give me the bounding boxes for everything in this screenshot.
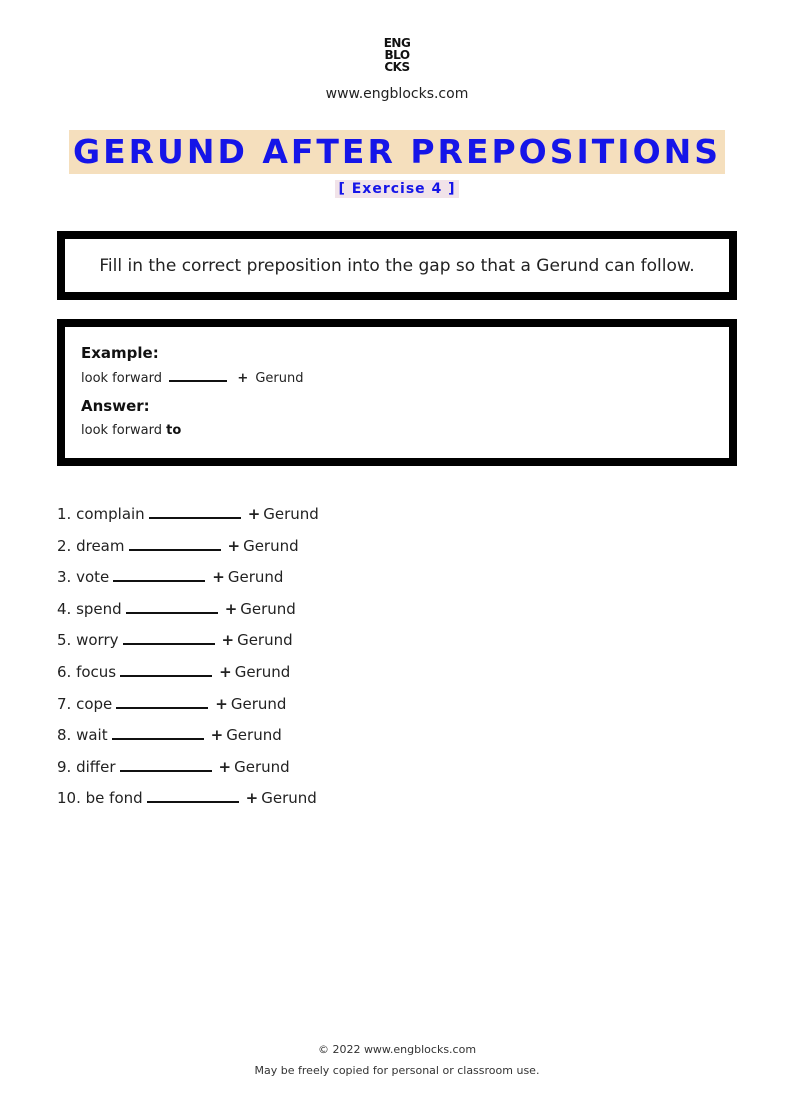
plus-sign: + — [212, 568, 225, 587]
plus-sign: + — [227, 536, 241, 555]
answer-blank[interactable] — [112, 726, 204, 740]
footer-license: May be freely copied for personal or classroom use. — [254, 1064, 540, 1077]
item-word: focus — [76, 662, 117, 681]
plus-sign: + — [245, 789, 259, 808]
answer-blank[interactable] — [113, 568, 205, 582]
example-line — [81, 370, 713, 387]
title-wrapper — [0, 130, 794, 174]
list-item — [57, 756, 319, 788]
site-url[interactable]: www.engblocks.com — [325, 86, 469, 102]
plus-sign: + — [247, 505, 261, 523]
answer-line — [81, 423, 713, 439]
plus-sign: + — [210, 726, 224, 745]
answer-word: to — [166, 423, 182, 438]
list-item — [57, 724, 319, 756]
logo-line-2: BLO — [384, 48, 410, 62]
gerund-label: Gerund — [230, 694, 287, 713]
item-word: differ — [76, 757, 116, 776]
instruction-box — [57, 231, 737, 300]
gerund-label: Gerund — [227, 568, 284, 587]
item-word: dream — [76, 536, 125, 555]
gerund-label: Gerund — [240, 599, 296, 618]
item-number: 2. — [57, 536, 72, 555]
item-number: 9. — [57, 757, 72, 776]
answer-label: Answer: — [81, 397, 150, 415]
item-number: 8. — [57, 726, 72, 745]
answer-blank[interactable] — [123, 631, 215, 645]
gerund-label: Gerund — [234, 757, 290, 776]
item-word: worry — [76, 631, 119, 650]
item-word: wait — [76, 726, 108, 745]
item-number: 1. — [57, 505, 72, 523]
instruction-text: Fill in the correct preposition into the gap so that a Gerund can follow. — [99, 255, 695, 276]
subtitle-wrapper — [0, 178, 794, 198]
gerund-label: Gerund — [261, 789, 317, 808]
item-number: 10. — [57, 789, 81, 808]
item-word: cope — [76, 694, 113, 713]
item-word: vote — [76, 568, 110, 587]
item-word: be fond — [85, 789, 143, 808]
answer-blank[interactable] — [149, 505, 241, 519]
answer-blank[interactable] — [120, 758, 212, 772]
answer-blank[interactable] — [120, 663, 212, 677]
plus-sign: + — [237, 371, 249, 386]
plus-sign: + — [224, 599, 238, 618]
footer-copyright: © 2022 www.engblocks.com — [317, 1043, 477, 1056]
example-box — [57, 319, 737, 466]
item-word: spend — [76, 599, 122, 618]
plus-sign: + — [219, 662, 232, 681]
exercise-subtitle: [ Exercise 4 ] — [335, 180, 458, 198]
plus-sign: + — [215, 694, 228, 713]
answer-blank[interactable] — [129, 537, 221, 551]
plus-sign: + — [218, 757, 232, 776]
item-word: complain — [76, 505, 145, 523]
example-blank — [169, 370, 227, 382]
example-label: Example: — [81, 344, 159, 362]
list-item — [57, 535, 319, 567]
page-title: GERUND AFTER PREPOSITIONS — [69, 130, 725, 174]
answer-blank[interactable] — [147, 789, 239, 803]
logo-line-1: ENG — [383, 36, 411, 50]
item-number: 4. — [57, 599, 72, 618]
gerund-label: Gerund — [255, 371, 304, 386]
example-phrase: look forward — [81, 371, 163, 386]
gerund-label: Gerund — [243, 536, 299, 555]
gerund-label: Gerund — [234, 662, 291, 681]
list-item — [57, 693, 319, 725]
item-number: 7. — [57, 694, 72, 713]
list-item — [57, 503, 319, 535]
engblocks-logo — [0, 37, 794, 73]
logo-line-3: CKS — [384, 60, 410, 74]
answer-phrase: look forward — [81, 423, 163, 438]
answer-blank[interactable] — [126, 600, 218, 614]
list-item — [57, 566, 319, 598]
list-item — [57, 598, 319, 630]
answer-blank[interactable] — [116, 695, 208, 709]
exercise-list — [57, 503, 319, 819]
item-number: 5. — [57, 631, 72, 650]
item-number: 6. — [57, 662, 72, 681]
gerund-label: Gerund — [263, 505, 319, 523]
list-item — [57, 629, 319, 661]
item-number: 3. — [57, 568, 72, 587]
gerund-label: Gerund — [237, 631, 293, 650]
plus-sign: + — [221, 631, 235, 650]
gerund-label: Gerund — [226, 726, 282, 745]
list-item — [57, 787, 319, 819]
list-item — [57, 661, 319, 693]
